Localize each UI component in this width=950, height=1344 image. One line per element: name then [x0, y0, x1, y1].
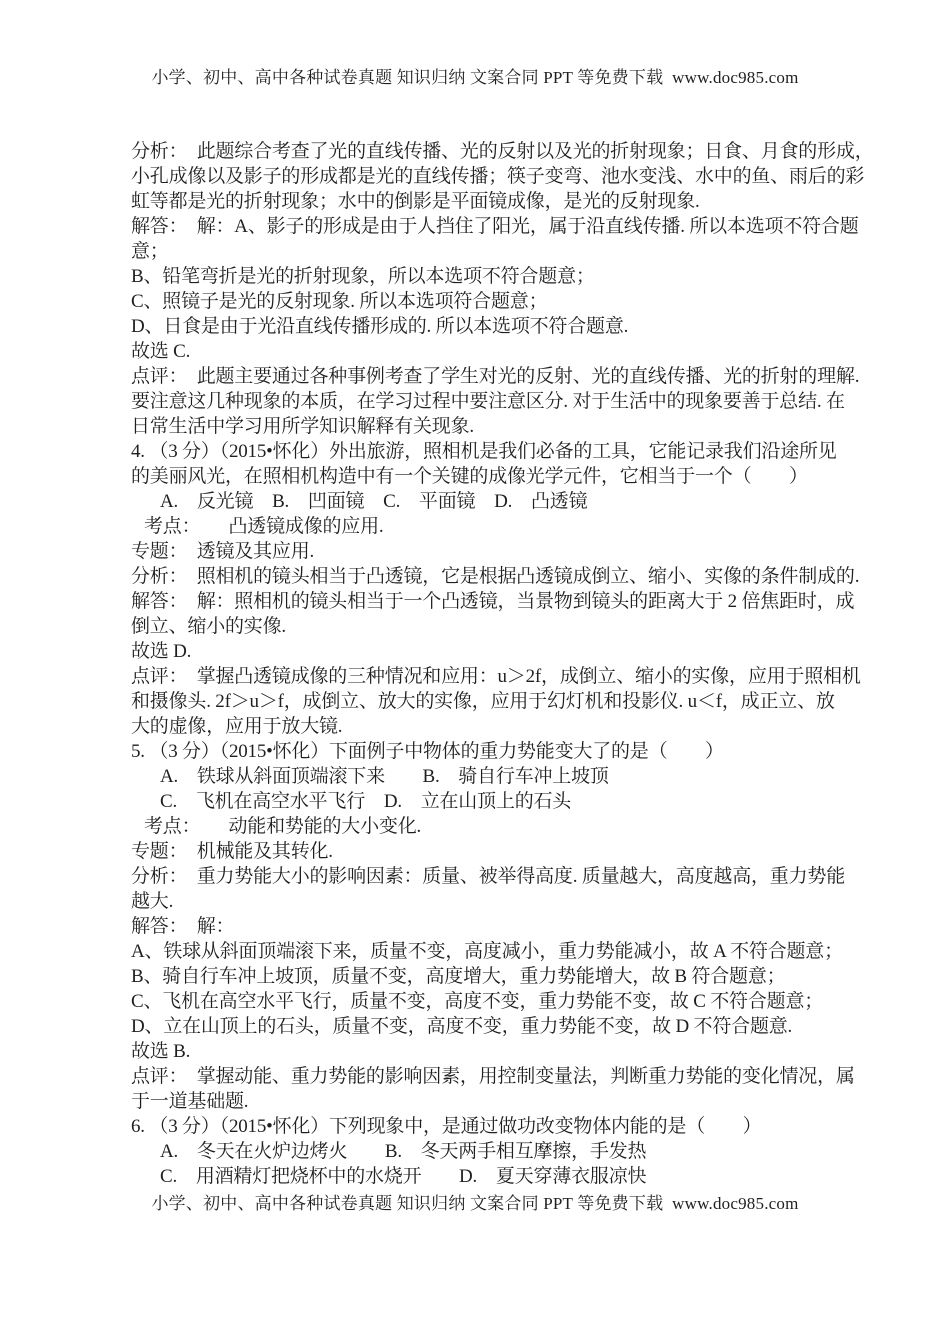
text-line: A. 反光镜 B. 凹面镜 C. 平面镜 D. 凸透镜	[160, 491, 588, 512]
text-line: 4. （3 分）（2015•怀化）外出旅游，照相机是我们必备的工具，它能记录我们沿途所见	[131, 441, 837, 462]
text-line: C. 飞机在高空水平飞行 D. 立在山顶上的石头	[160, 791, 572, 812]
text-line: C、飞机在高空水平飞行，质量不变，高度不变，重力势能不变，故 C 不符合题意；	[131, 991, 824, 1012]
text-line: D、日食是由于光沿直线传播形成的. 所以本选项不符合题意.	[131, 316, 629, 337]
text-line: C. 用酒精灯把烧杯中的水烧开 D. 夏天穿薄衣服凉快	[160, 1166, 647, 1187]
text-line: 于一道基础题.	[131, 1091, 249, 1112]
text-line: 考点： 凸透镜成像的应用.	[144, 516, 384, 537]
text-line: 解答： 解：照相机的镜头相当于一个凸透镜，当景物到镜头的距离大于 2 倍焦距时，成	[131, 591, 855, 612]
text-line: 要注意这几种现象的本质，在学习过程中要注意区分. 对于生活中的现象要善于总结. 在	[131, 391, 845, 412]
text-line: 小孔成像以及影子的形成都是光的直线传播；筷子变弯、池水变浅、水中的鱼、雨后的彩	[131, 166, 865, 187]
page-header-watermark: 小学、初中、高中各种试卷真题 知识归纳 文案合同 PPT 等免费下载 www.doc985.com	[151, 68, 799, 87]
text-line: 倒立、缩小的实像.	[131, 616, 286, 637]
text-line: 意；	[131, 241, 169, 262]
text-line: 点评： 掌握凸透镜成像的三种情况和应用：u＞2f，成倒立、缩小的实像，应用于照相机	[131, 666, 861, 687]
text-line: 分析： 重力势能大小的影响因素：质量、被举得高度. 质量越大，高度越高，重力势能	[131, 866, 846, 887]
text-line: 越大.	[131, 891, 174, 912]
text-line: 大的虚像，应用于放大镜.	[131, 716, 343, 737]
text-line: 故选 C.	[131, 341, 191, 362]
text-line: A、铁球从斜面顶端滚下来，质量不变，高度减小，重力势能减小，故 A 不符合题意；	[131, 941, 843, 962]
text-line: 的美丽风光，在照相机构造中有一个关键的成像光学元件，它相当于一个（ ）	[131, 466, 808, 487]
text-line: C、照镜子是光的反射现象. 所以本选项符合题意；	[131, 291, 548, 312]
document-body	[131, 139, 891, 1189]
text-line: D、立在山顶上的石头，质量不变，高度不变，重力势能不变，故 D 不符合题意.	[131, 1016, 793, 1037]
text-line: 分析： 照相机的镜头相当于凸透镜，它是根据凸透镜成倒立、缩小、实像的条件制成的.	[131, 566, 860, 587]
text-line: 虹等都是光的折射现象；水中的倒影是平面镜成像，是光的反射现象.	[131, 191, 700, 212]
text-line: 考点： 动能和势能的大小变化.	[144, 816, 422, 837]
text-line: 解答： 解：A、影子的形成是由于人挡住了阳光，属于沿直线传播. 所以本选项不符合题	[131, 216, 859, 237]
text-line: 点评： 掌握动能、重力势能的影响因素，用控制变量法，判断重力势能的变化情况，属	[131, 1066, 855, 1087]
text-line: 日常生活中学习用所学知识解释有关现象.	[131, 416, 474, 437]
text-line: 点评： 此题主要通过各种事例考查了学生对光的反射、光的直线传播、光的折射的理解.	[131, 366, 860, 387]
text-line: 专题： 机械能及其转化.	[131, 841, 333, 862]
text-line: A. 铁球从斜面顶端滚下来 B. 骑自行车冲上坡顶	[160, 766, 609, 787]
text-line: 故选 B.	[131, 1041, 191, 1062]
text-line: 专题： 透镜及其应用.	[131, 541, 315, 562]
text-line: 5. （3 分）（2015•怀化）下面例子中物体的重力势能变大了的是（ ）	[131, 741, 724, 762]
text-line: A. 冬天在火炉边烤火 B. 冬天两手相互摩擦，手发热	[160, 1141, 647, 1162]
text-line: 分析： 此题综合考查了光的直线传播、光的反射以及光的折射现象；日食、月食的形成，	[131, 141, 874, 162]
page-footer-watermark: 小学、初中、高中各种试卷真题 知识归纳 文案合同 PPT 等免费下载 www.doc985.com	[151, 1194, 799, 1213]
text-line: B、骑自行车冲上坡顶，质量不变，高度增大，重力势能增大，故 B 符合题意；	[131, 966, 786, 987]
text-line: 和摄像头. 2f＞u＞f，成倒立、放大的实像，应用于幻灯机和投影仪. u＜f，成正立、放	[131, 691, 835, 712]
text-line: B、铅笔弯折是光的折射现象，所以本选项不符合题意；	[131, 266, 595, 287]
text-line: 6. （3 分）（2015•怀化）下列现象中，是通过做功改变物体内能的是（ ）	[131, 1116, 762, 1137]
text-line: 故选 D.	[131, 641, 192, 662]
text-line: 解答： 解：	[131, 916, 235, 937]
